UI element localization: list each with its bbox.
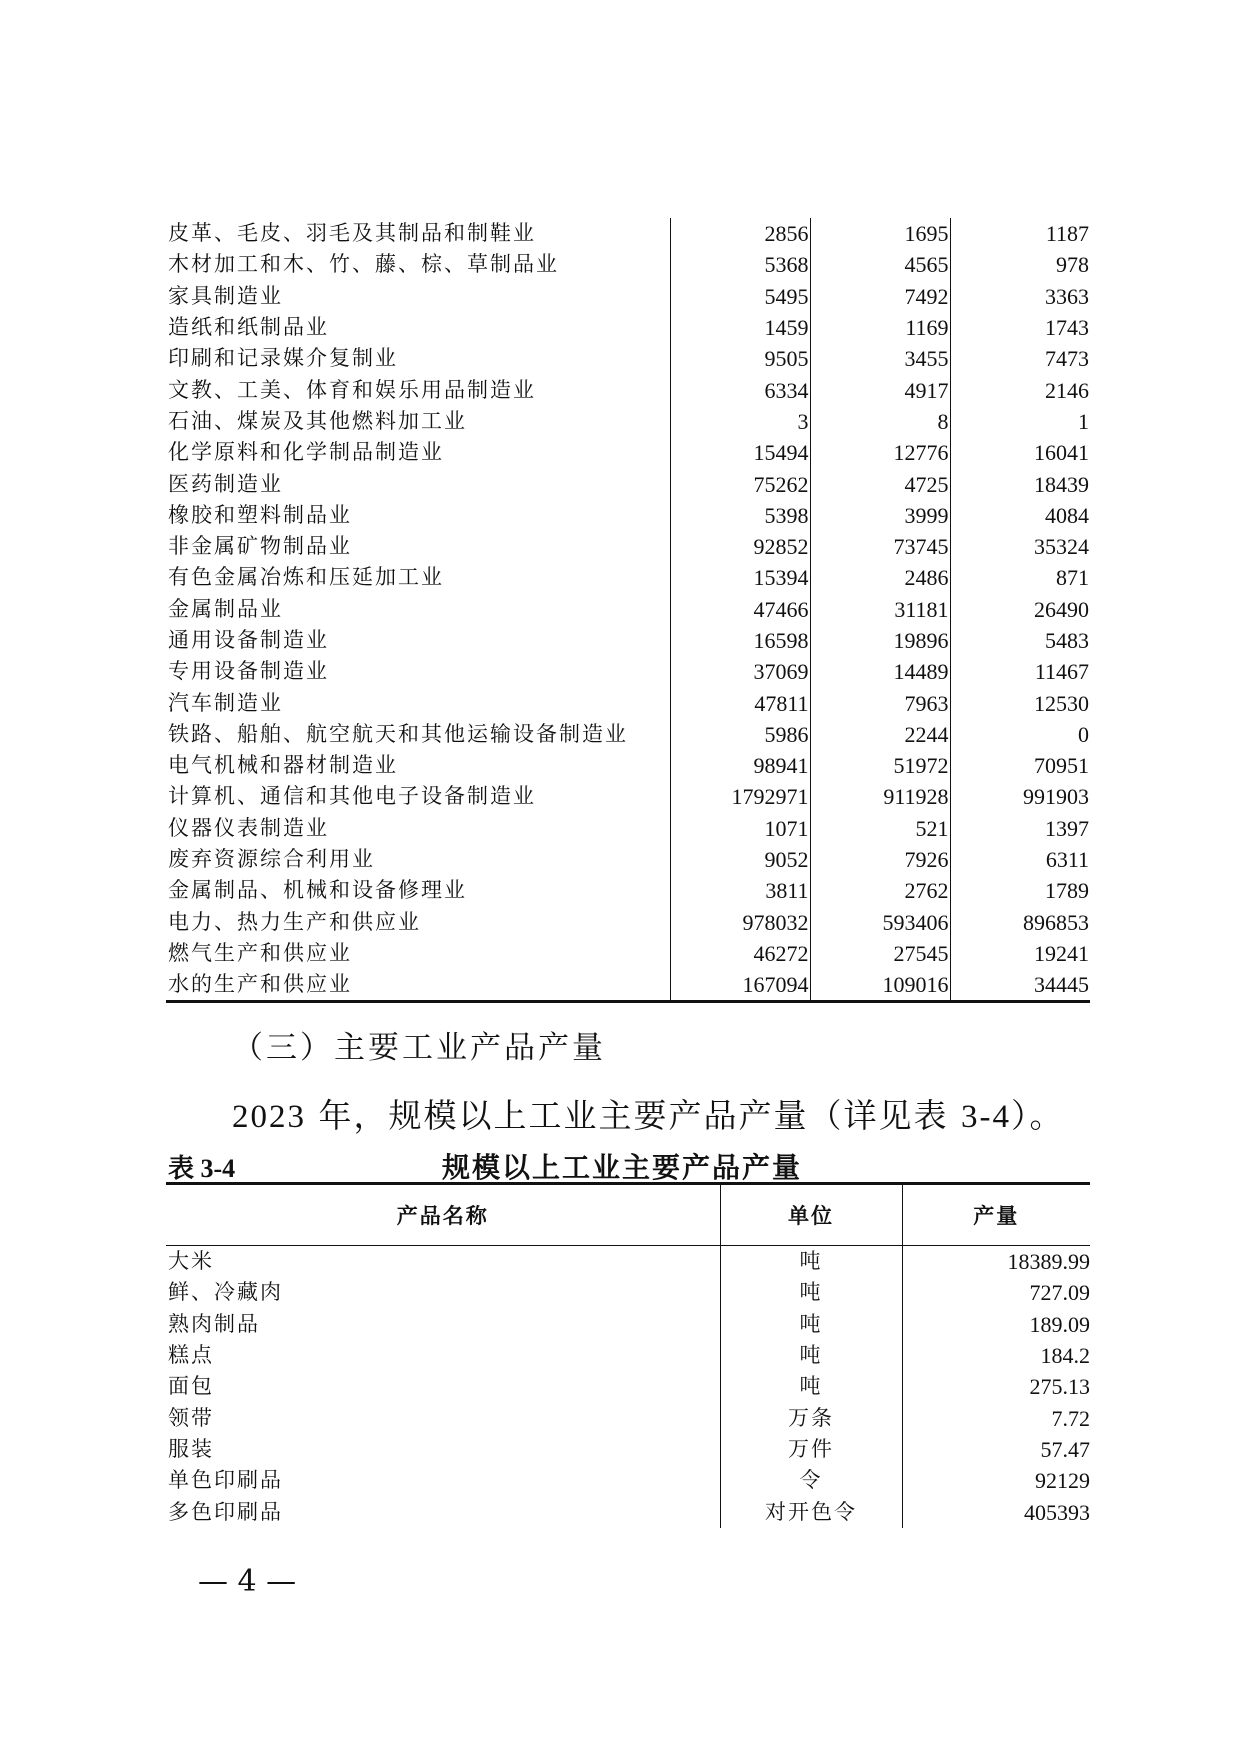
- industry-name: 文教、工美、体育和娱乐用品制造业: [168, 377, 536, 402]
- value-col-3: 1789: [950, 875, 1090, 906]
- industry-name: 电力、热力生产和供应业: [168, 909, 421, 934]
- table-row: [166, 719, 1090, 750]
- value-col-1: 75262: [670, 468, 810, 499]
- value-col-2: 109016: [810, 969, 950, 1002]
- product-unit: 万条: [720, 1402, 902, 1433]
- product-unit: 对开色令: [720, 1496, 902, 1527]
- value-col-1: 5398: [670, 500, 810, 531]
- product-name: 领带: [168, 1405, 214, 1430]
- industry-name: 废弃资源综合利用业: [168, 847, 375, 872]
- value-col-2: 8: [810, 406, 950, 437]
- product-name: 糕点: [168, 1343, 214, 1368]
- value-col-1: 1071: [670, 813, 810, 844]
- value-col-1: 46272: [670, 938, 810, 969]
- product-name: 服装: [168, 1436, 214, 1461]
- table-row: [166, 406, 1090, 437]
- value-col-3: 35324: [950, 531, 1090, 562]
- value-col-3: 11467: [950, 656, 1090, 687]
- table-row: [166, 1434, 1090, 1465]
- product-unit: 吨: [720, 1246, 902, 1278]
- value-col-3: 18439: [950, 468, 1090, 499]
- header-product-name: 产品名称: [166, 1185, 720, 1246]
- table-row: [166, 500, 1090, 531]
- industry-name: 家具制造业: [168, 283, 283, 308]
- value-col-2: 7492: [810, 281, 950, 312]
- value-col-1: 978032: [670, 907, 810, 938]
- value-col-2: 31181: [810, 594, 950, 625]
- table-row: [166, 907, 1090, 938]
- value-col-2: 1695: [810, 218, 950, 249]
- table-row: [166, 875, 1090, 906]
- value-col-3: 1: [950, 406, 1090, 437]
- value-col-3: 4084: [950, 500, 1090, 531]
- industry-name: 化学原料和化学制品制造业: [168, 440, 444, 465]
- table-row: [166, 594, 1090, 625]
- value-col-1: 9052: [670, 844, 810, 875]
- value-col-2: 2244: [810, 719, 950, 750]
- value-col-2: 1169: [810, 312, 950, 343]
- table-row: [166, 281, 1090, 312]
- value-col-3: 978: [950, 249, 1090, 280]
- page-number: — 4 —: [198, 1564, 297, 1599]
- table-row: [166, 249, 1090, 280]
- value-col-1: 1792971: [670, 781, 810, 812]
- value-col-3: 26490: [950, 594, 1090, 625]
- value-col-1: 15494: [670, 437, 810, 468]
- industry-name: 专用设备制造业: [168, 659, 329, 684]
- product-table: [166, 1185, 1090, 1528]
- value-col-2: 7926: [810, 844, 950, 875]
- value-col-2: 2486: [810, 562, 950, 593]
- industry-name: 金属制品、机械和设备修理业: [168, 878, 467, 903]
- table-row: [166, 656, 1090, 687]
- value-col-1: 6334: [670, 374, 810, 405]
- product-quantity: 727.09: [902, 1277, 1090, 1308]
- industry-name: 造纸和纸制品业: [168, 315, 329, 340]
- value-col-1: 5368: [670, 249, 810, 280]
- product-table-caption: [166, 1140, 1090, 1185]
- value-col-3: 2146: [950, 374, 1090, 405]
- value-col-1: 9505: [670, 343, 810, 374]
- value-col-2: 27545: [810, 938, 950, 969]
- para-end: ）。: [1011, 1096, 1065, 1135]
- industry-name: 金属制品业: [168, 596, 283, 621]
- value-col-3: 896853: [950, 907, 1090, 938]
- product-name: 鲜、冷藏肉: [168, 1280, 283, 1305]
- table-row: [166, 781, 1090, 812]
- table-row: [166, 468, 1090, 499]
- value-col-2: 3455: [810, 343, 950, 374]
- table-row: [166, 750, 1090, 781]
- value-col-2: 521: [810, 813, 950, 844]
- table-row: [166, 531, 1090, 562]
- table-title: 规模以上工业主要产品产量: [442, 1151, 803, 1184]
- product-unit: 吨: [720, 1309, 902, 1340]
- table-row: [166, 218, 1090, 249]
- table-row: [166, 1496, 1090, 1527]
- section-paragraph: [232, 1090, 1065, 1137]
- industry-table: [166, 218, 1090, 1003]
- section-heading: （三）主要工业产品产量: [232, 1030, 606, 1066]
- value-col-1: 1459: [670, 312, 810, 343]
- industry-name: 非金属矿物制品业: [168, 534, 352, 559]
- value-col-1: 5986: [670, 719, 810, 750]
- header-unit: 单位: [720, 1185, 902, 1246]
- industry-name: 印刷和记录媒介复制业: [168, 346, 398, 371]
- value-col-1: 15394: [670, 562, 810, 593]
- table-row: [166, 312, 1090, 343]
- product-quantity: 92129: [902, 1465, 1090, 1496]
- value-col-2: 593406: [810, 907, 950, 938]
- product-name: 面包: [168, 1374, 214, 1399]
- value-col-1: 167094: [670, 969, 810, 1002]
- product-unit: 令: [720, 1465, 902, 1496]
- value-col-2: 7963: [810, 687, 950, 718]
- table-row: [166, 374, 1090, 405]
- value-col-3: 19241: [950, 938, 1090, 969]
- table-row: [166, 844, 1090, 875]
- value-col-1: 98941: [670, 750, 810, 781]
- para-table-ref: 3-4: [961, 1099, 1011, 1135]
- industry-name: 电气机械和器材制造业: [168, 753, 398, 778]
- industry-name: 皮革、毛皮、羽毛及其制品和制鞋业: [168, 221, 536, 246]
- value-col-3: 1397: [950, 813, 1090, 844]
- value-col-3: 34445: [950, 969, 1090, 1002]
- product-quantity: 184.2: [902, 1340, 1090, 1371]
- product-name: 大米: [168, 1249, 214, 1274]
- industry-name: 医药制造业: [168, 471, 283, 496]
- value-col-3: 1187: [950, 218, 1090, 249]
- product-name: 多色印刷品: [168, 1499, 283, 1524]
- value-col-2: 12776: [810, 437, 950, 468]
- value-col-3: 1743: [950, 312, 1090, 343]
- table-row: [166, 969, 1090, 1002]
- product-quantity: 7.72: [902, 1402, 1090, 1433]
- value-col-3: 871: [950, 562, 1090, 593]
- value-col-3: 16041: [950, 437, 1090, 468]
- industry-name: 石油、煤炭及其他燃料加工业: [168, 408, 467, 433]
- value-col-3: 12530: [950, 687, 1090, 718]
- value-col-2: 4565: [810, 249, 950, 280]
- table-row: [166, 625, 1090, 656]
- table-label: 表 3-4: [168, 1154, 236, 1183]
- product-unit: 吨: [720, 1340, 902, 1371]
- product-quantity: 57.47: [902, 1434, 1090, 1465]
- value-col-2: 3999: [810, 500, 950, 531]
- value-col-2: 51972: [810, 750, 950, 781]
- value-col-1: 92852: [670, 531, 810, 562]
- value-col-2: 4725: [810, 468, 950, 499]
- table-row: [166, 1402, 1090, 1433]
- value-col-2: 2762: [810, 875, 950, 906]
- product-unit: 吨: [720, 1277, 902, 1308]
- industry-name: 燃气生产和供应业: [168, 940, 352, 965]
- table-row: [166, 1246, 1090, 1278]
- para-text: 年，规模以上工业主要产品产量（详见表: [318, 1096, 949, 1135]
- product-unit: 吨: [720, 1371, 902, 1402]
- value-col-1: 3: [670, 406, 810, 437]
- industry-name: 通用设备制造业: [168, 628, 329, 652]
- industry-name: 木材加工和木、竹、藤、棕、草制品业: [168, 252, 559, 277]
- value-col-2: 14489: [810, 656, 950, 687]
- table-row: [166, 687, 1090, 718]
- value-col-2: 4917: [810, 374, 950, 405]
- product-name: 单色印刷品: [168, 1468, 283, 1493]
- table-row: [166, 1340, 1090, 1371]
- value-col-2: 19896: [810, 625, 950, 656]
- table-row: [166, 1371, 1090, 1402]
- value-col-1: 16598: [670, 625, 810, 656]
- industry-name: 仪器仪表制造业: [168, 815, 329, 840]
- product-table-header-row: [166, 1185, 1090, 1246]
- value-col-1: 5495: [670, 281, 810, 312]
- table-row: [166, 343, 1090, 374]
- product-quantity: 189.09: [902, 1309, 1090, 1340]
- value-col-2: 911928: [810, 781, 950, 812]
- table-row: [166, 938, 1090, 969]
- table-row: [166, 562, 1090, 593]
- value-col-3: 6311: [950, 844, 1090, 875]
- industry-name: 铁路、船舶、航空航天和其他运输设备制造业: [168, 721, 628, 746]
- value-col-1: 37069: [670, 656, 810, 687]
- table-row: [166, 1277, 1090, 1308]
- industry-name: 有色金属冶炼和压延加工业: [168, 565, 444, 590]
- table-row: [166, 813, 1090, 844]
- value-col-3: 991903: [950, 781, 1090, 812]
- value-col-3: 7473: [950, 343, 1090, 374]
- value-col-1: 3811: [670, 875, 810, 906]
- industry-name: 橡胶和塑料制品业: [168, 502, 352, 527]
- product-quantity: 18389.99: [902, 1246, 1090, 1278]
- product-name: 熟肉制品: [168, 1311, 260, 1336]
- industry-name: 汽车制造业: [168, 690, 283, 715]
- table-row: [166, 1309, 1090, 1340]
- table-row: [166, 437, 1090, 468]
- value-col-3: 5483: [950, 625, 1090, 656]
- value-col-1: 2856: [670, 218, 810, 249]
- value-col-3: 3363: [950, 281, 1090, 312]
- industry-name: 计算机、通信和其他电子设备制造业: [168, 784, 536, 809]
- product-quantity: 405393: [902, 1496, 1090, 1527]
- value-col-3: 70951: [950, 750, 1090, 781]
- header-quantity: 产量: [902, 1185, 1090, 1246]
- value-col-1: 47811: [670, 687, 810, 718]
- value-col-1: 47466: [670, 594, 810, 625]
- product-unit: 万件: [720, 1434, 902, 1465]
- table-row: [166, 1465, 1090, 1496]
- value-col-3: 0: [950, 719, 1090, 750]
- product-quantity: 275.13: [902, 1371, 1090, 1402]
- para-year: 2023: [232, 1099, 306, 1135]
- value-col-2: 73745: [810, 531, 950, 562]
- industry-name: 水的生产和供应业: [166, 969, 670, 1002]
